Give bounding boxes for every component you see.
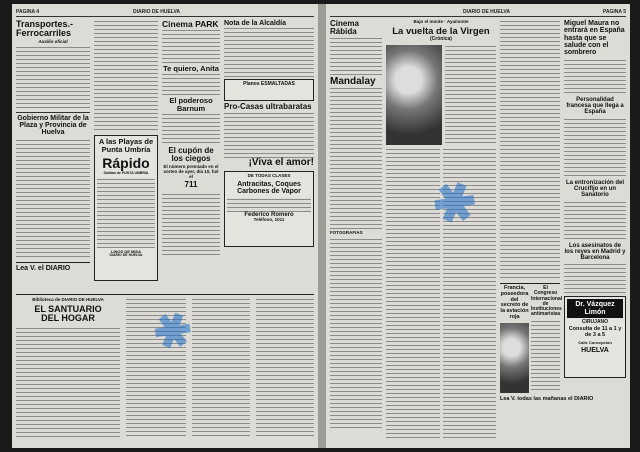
francia-headline: Francia, poseedora del secreto de la aviación roja <box>500 285 529 320</box>
newspaper-spread <box>4 4 636 448</box>
maura-headline: Miguel Maura no entrará en España hasta que se salude con el sombrero <box>564 20 625 57</box>
right-col-1 <box>330 20 382 444</box>
right-paper-name: DIARIO DE HUELVA <box>462 9 510 15</box>
lea-diario-ad: Lea V. el DIARIO <box>16 262 90 272</box>
telefono: Teléfono, 1011 <box>253 216 285 222</box>
left-col-4 <box>224 20 314 288</box>
cupon-number: 711 <box>184 180 198 190</box>
diario-huelva-small: DIARIO DE HUELVA <box>109 253 143 258</box>
doctor-city: HUELVA <box>581 347 609 355</box>
santuario-2: DEL HOGAR <box>41 313 95 324</box>
left-col-1 <box>16 20 90 288</box>
crucifijo-headline: La entronización del Crucifijo en un Sanatorio <box>565 179 624 199</box>
virgen-headline: La vuelta de la Virgen <box>392 25 490 37</box>
right-page <box>326 4 630 448</box>
library-stamp-left: ✱ <box>142 298 205 364</box>
mandalay-title: Mandalay <box>330 75 376 87</box>
right-running-head <box>330 8 626 17</box>
fotografias-label: FOTOGRAFIAS <box>330 230 363 236</box>
planos-ad <box>224 79 314 101</box>
francia-photo <box>500 323 529 393</box>
lea-diario-footer: Lea V. todas las mañanas el DIARIO <box>500 395 594 402</box>
doctor-title: CIRUJANO <box>581 319 609 326</box>
left-bottom-band <box>16 294 314 445</box>
salidas-text: Salidas de PUNTA UMBRIA <box>103 171 149 176</box>
col2-text-top <box>94 20 158 132</box>
right-page-number: PAGINA 5 <box>602 9 626 15</box>
viva-amor-title: ¡Viva el amor! <box>248 156 314 168</box>
left-page-number: PAGINA 4 <box>16 9 40 15</box>
biblioteca-title: Biblioteca de DIARIO DE HUELVA <box>32 297 104 302</box>
right-col-3 <box>500 20 594 444</box>
doctor-name: Dr. Vázquez Limón <box>567 299 623 318</box>
gobierno-text <box>16 139 90 259</box>
cinema-rabida-title: Cinema Rábida <box>330 19 359 37</box>
transportes-text <box>16 46 90 110</box>
congreso-headline: El Congreso Internacional de Instituciones antimaristas <box>531 285 563 318</box>
antracitas-text: Antracitas, Coques Carbones de Vapor <box>237 180 301 196</box>
pro-casas-title: Pro-Casas ultrabaratas <box>224 102 312 112</box>
transportes-headline: Transportes.- Ferrocarriles <box>16 19 74 39</box>
poderoso-title: El poderoso Barnum <box>169 95 213 113</box>
left-page <box>12 4 318 448</box>
right-col-2 <box>386 20 496 444</box>
doctor-ad <box>564 296 626 378</box>
te-quiero-title: Te quiero, Anita <box>163 63 219 73</box>
cinema-park-title: Cinema PARK <box>162 19 219 29</box>
personalidad-headline: Personalidad francesa que llega a España <box>566 96 624 116</box>
doctor-consulta: Consulta de 11 a 1 y de 3 a 5 <box>568 326 622 339</box>
punta-umbria-title: A las Playas de Punta Umbría <box>98 137 154 154</box>
virgen-photo <box>386 45 442 145</box>
nota-alcaldia-title: Nota de la Alcaldía <box>224 20 286 27</box>
santuario-1: EL SANTUARIO <box>34 303 102 314</box>
left-col-2 <box>94 20 158 288</box>
ayamonte-kicker: Bajo el monte · Ayamonte <box>413 19 469 24</box>
gutter <box>318 4 326 448</box>
santuario-ad <box>16 298 120 437</box>
asesinatos-headline: Los asesinatos de los reyes en Madrid y Barcelona <box>564 242 626 262</box>
linos-misa: LINOS DE MISA <box>110 249 141 255</box>
planos-text: Planos ESMALTADAS <box>243 81 295 88</box>
federico-name: Federico Romero <box>244 211 294 218</box>
cupon-text: El número premiado en el sorteo de ayer, día 10, fué el <box>163 164 219 179</box>
transportes-sub: Auxilio oficial <box>38 38 68 44</box>
doctor-address: Calle Concepción <box>578 339 612 345</box>
antracitas-ad <box>224 171 314 247</box>
library-stamp-right: ✱ <box>420 167 491 241</box>
left-col-3 <box>162 20 220 288</box>
cronica-sub: (Crónica) <box>430 35 452 42</box>
rapido-title: Rápido <box>102 154 150 171</box>
todas-clases: DE TODAS CLASES <box>247 173 291 179</box>
punta-umbria-ad <box>94 135 158 281</box>
gobierno-headline: Gobierno Militar de la Plaza y Provincia de Huelva <box>17 114 89 137</box>
left-running-head <box>16 8 314 17</box>
left-paper-name: DIARIO DE HUELVA <box>133 9 181 15</box>
cupon-title: El cupón de los ciegos <box>168 145 214 163</box>
right-col-4 <box>564 20 626 444</box>
